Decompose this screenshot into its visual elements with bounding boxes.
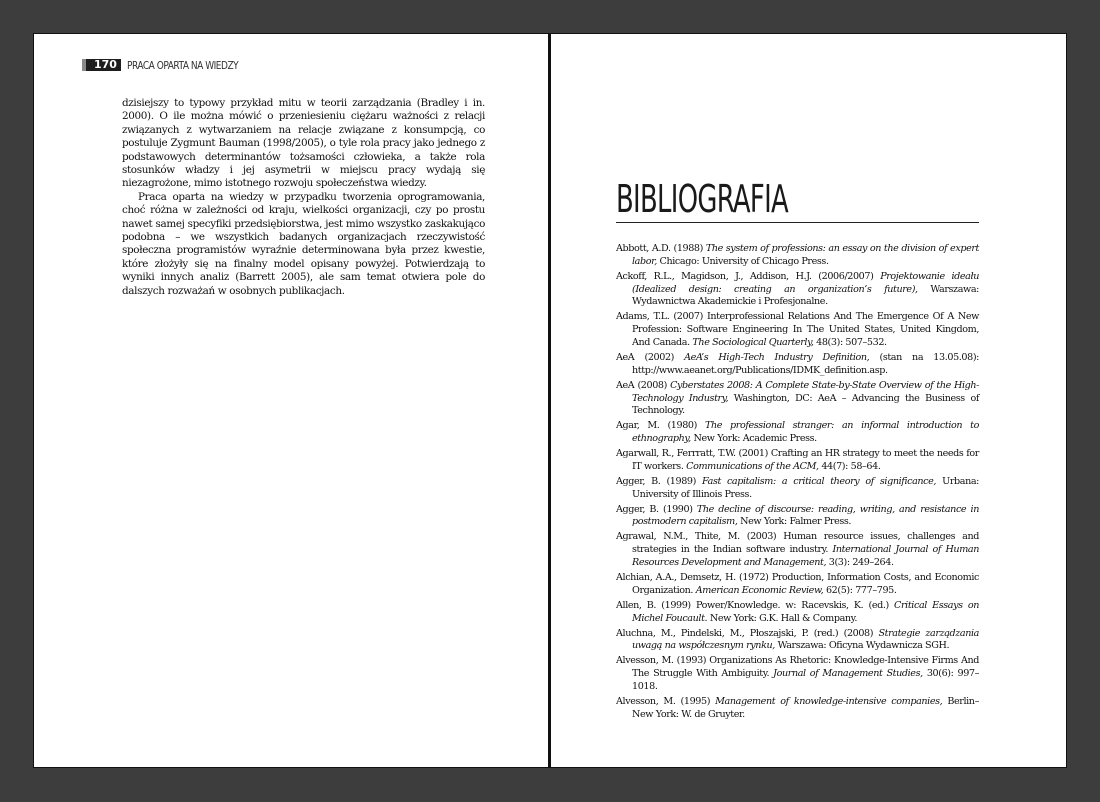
entry-author-text: Ackoff, R.L., Magidson, J., Addison, H.J. (2006/2007) <box>616 270 881 282</box>
body-text <box>122 97 485 298</box>
entry-author-text: AeA (2008) <box>616 379 671 391</box>
entry-title: AeA’s High-Tech Industry Definition, <box>684 351 870 363</box>
bibliography-list <box>616 243 979 724</box>
entry-author-text: Adams, T.L. (2007) Interprofessional Relations And The Emergence Of A New Profession: Software Engineering In The United States, United Kingdom, And Canada. <box>616 311 979 348</box>
paragraph: dzisiejszy to typowy przykład mitu w teorii zarządzania (Bradley i in. 2000). O ile można mówić o przeniesieniu ciężaru ważności z relacji związanych z wytwarzaniem na relacje związane z konsumpcją, co postuluje Zygmunt Bauman (1998/2005), o tyle rola pracy jako jednego z podstawowych determinantów tożsamości człowieka, a także rola stosunków władzy i jej asymetrii w miejscu pracy wydają się niezagrożone, mimo istotnego rozwoju społeczeństwa wiedzy. <box>122 97 485 190</box>
entry-title: International Journal of Human Resources Development and Management, <box>632 544 979 569</box>
entry-publisher-text: New York: G.K. Hall & Company. <box>707 612 858 624</box>
entry-author-text: Aluchna, M., Pindelski, M., Płoszajski, P. (red.) (2008) <box>616 627 879 639</box>
entry-title: The professional stranger: an informal introduction to ethnography, <box>632 420 979 445</box>
entry-publisher-text: 44(7): 58–64. <box>818 460 881 472</box>
entry-title: Critical Essays on Michel Foucault. <box>632 599 979 624</box>
bibliography-entry <box>616 271 979 309</box>
bibliography-entry <box>616 380 979 418</box>
bibliography-entry <box>616 572 979 598</box>
entry-publisher-text: Berlin–New York: W. de Gruyter. <box>632 695 979 720</box>
bibliography-entry <box>616 504 979 530</box>
entry-title: Management of knowledge-intensive companies, <box>715 695 943 707</box>
entry-author-text: Agarwall, R., Ferrratt, T.W. (2001) Crafting an HR strategy to meet the needs for IT workers. <box>616 448 979 472</box>
bibliography-heading: BIBLIOGRAFIA <box>616 177 789 221</box>
bibliography-entry <box>616 420 979 446</box>
bibliography-entry <box>616 352 979 378</box>
entry-publisher-text: Washington, DC: AeA – Advancing the Business of Technology. <box>632 392 979 417</box>
entry-publisher-text: 62(5): 777–795. <box>823 584 897 596</box>
entry-title: The decline of discourse: reading, writing, and resistance in postmodern capitalism, <box>632 503 979 528</box>
entry-publisher-text: Warszawa: Oficyna Wydawnicza SGH. <box>774 640 950 652</box>
entry-author-text: Agrawal, N.M., Thite, M. (2003) Human resource issues, challenges and strategies in the Indian software industry. <box>616 531 979 556</box>
entry-author-text: Alvesson, M. (1993) Organizations As Rhetoric: Knowledge-Intensive Firms And The Struggle With Ambiguity. <box>616 655 979 680</box>
entry-author-text: Abbott, A.D. (1988) <box>616 243 706 254</box>
entry-publisher-text: (stan na 13.05.08): http://www.aeanet.org/Publications/IDMK_definition.asp. <box>632 351 980 376</box>
entry-publisher-text: Chicago: University of Chicago Press. <box>656 255 829 267</box>
entry-title: Journal of Management Studies, <box>773 668 923 680</box>
bibliography-entry <box>616 243 979 269</box>
entry-publisher-text: 30(6): 997–1018. <box>632 668 980 692</box>
bibliography-entry <box>616 600 979 626</box>
bibliography-entry <box>616 311 979 349</box>
running-title: PRACA OPARTA NA WIEDZY <box>126 58 239 72</box>
page-number: 170 <box>82 59 121 71</box>
bibliography-entry <box>616 476 979 502</box>
bibliography-entry <box>616 628 979 654</box>
right-page <box>550 33 1067 768</box>
running-head <box>82 58 263 72</box>
entry-author-text: Agger, B. (1989) <box>616 475 703 487</box>
entry-publisher-text: 48(3): 507–532. <box>813 336 887 348</box>
entry-title: Projektowanie ideału (Idealized design: creating an organization’s future), <box>632 270 979 295</box>
paragraph: Praca oparta na wiedzy w przypadku tworzenia oprogramowania, choć różna w zależności od kraju, wielkości organizacji, czy po prostu nawet samej specyfiki przedsiębiorstwa, jest mimo wszystko zaskakująco podobna – we wszystkich badanych organizacjach rzeczywistość społeczna programistów wyraźnie determinowana była przez kwestie, które złożyły się na finalny model opisany powyżej. Potwierdzają to wyniki innych analiz (Barrett 2005), ale sam temat otwiera pole do dalszych rozważań w osobnych publikacjach. <box>122 190 485 297</box>
left-page <box>33 33 549 768</box>
entry-author-text: Alchian, A.A., Demsetz, H. (1972) Production, Information Costs, and Economic Organization. <box>616 572 979 596</box>
entry-publisher-text: Warszawa: Wydawnictwa Akademickie i Profesjonalne. <box>632 283 979 308</box>
entry-publisher-text: 3(3): 249–264. <box>826 557 894 569</box>
bibliography-entry <box>616 655 979 693</box>
bibliography-entry <box>616 531 979 569</box>
entry-title: Strategie zarządzania uwagą na współczesnym rynku, <box>632 627 979 652</box>
entry-title: The system of professions: an essay on the division of expert labor, <box>632 243 979 267</box>
entry-publisher-text: New York: Falmer Press. <box>737 516 852 528</box>
entry-author-text: AeA (2002) <box>616 351 685 363</box>
entry-author-text: Agar, M. (1980) <box>616 420 705 432</box>
entry-title: Communications of the ACM, <box>686 460 819 472</box>
entry-title: The Sociological Quarterly, <box>692 336 814 348</box>
entry-title: Cyberstates 2008: A Complete State-by-State Overview of the High-Technology Industry, <box>632 379 979 404</box>
entry-publisher-text: Urbana: University of Illinois Press. <box>632 475 980 500</box>
heading-rule <box>616 222 979 223</box>
entry-author-text: Allen, B. (1999) Power/Knowledge. w: Racevskis, K. (ed.) <box>616 599 895 611</box>
entry-author-text: Alvesson, M. (1995) <box>616 695 716 707</box>
entry-title: American Economic Review, <box>695 584 824 596</box>
bibliography-entry <box>616 696 979 722</box>
bibliography-entry <box>616 448 979 474</box>
entry-publisher-text: New York: Academic Press. <box>690 433 817 445</box>
entry-title: Fast capitalism: a critical theory of significance, <box>702 475 937 487</box>
entry-author-text: Agger, B. (1990) <box>616 503 697 515</box>
